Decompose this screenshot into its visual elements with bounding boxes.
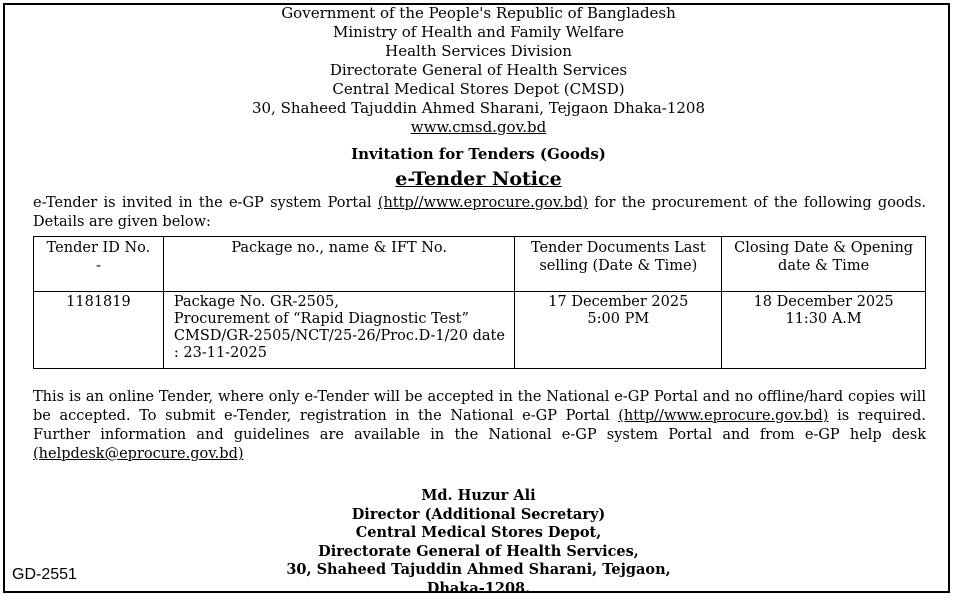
notice-title-wrap — [0, 168, 957, 190]
intro-text-before: e-Tender is invited in the e-GP system Portal — [33, 195, 378, 211]
header-package: Package no., name & IFT No. — [163, 237, 515, 292]
signatory-name: Md. Huzur Ali — [421, 487, 536, 504]
header-address: 30, Shaheed Tajuddin Ahmed Sharani, Tejgaon Dhaka-1208 — [251, 99, 706, 117]
tender-table — [33, 236, 926, 369]
signatory-city: Dhaka-1208. — [426, 579, 531, 597]
header-website-link[interactable]: www.cmsd.gov.bd — [410, 118, 547, 136]
notice-title: e-Tender Notice — [395, 168, 562, 190]
package-name: Procurement of “Rapid Diagnostic Test” — [173, 311, 469, 327]
signatory-org: Central Medical Stores Depot, — [355, 524, 602, 541]
table-header-row — [34, 237, 926, 292]
header-division: Health Services Division — [385, 42, 572, 60]
header-ministry: Ministry of Health and Family Welfare — [332, 23, 625, 41]
gd-code: GD-2551 — [12, 566, 77, 583]
closing-cell — [722, 292, 926, 369]
table-row — [34, 292, 926, 369]
header-government: Government of the People's Republic of Bangladesh — [281, 4, 676, 22]
intro-paragraph — [33, 194, 926, 232]
helpdesk-email-link[interactable]: (helpdesk@eprocure.gov.bd) — [33, 446, 244, 462]
header — [0, 4, 957, 137]
header-tender-id — [34, 237, 164, 292]
tender-id-cell: 1181819 — [34, 292, 164, 369]
signatory-directorate: Directorate General of Health Services, — [318, 542, 639, 560]
header-closing: Closing Date & Opening date & Time — [722, 237, 926, 292]
doc-selling-time: 5:00 PM — [587, 311, 650, 327]
header-tender-id-dash: - — [95, 258, 101, 274]
header-directorate: Directorate General of Health Services — [329, 61, 628, 79]
info-text-2: is required. Further information and guidelines are available in the National e-GP system Portal and from e-GP help desk — [33, 408, 926, 443]
signatory-address: 30, Shaheed Tajuddin Ahmed Sharani, Tejgaon, — [286, 561, 671, 578]
header-tender-id-label: Tender ID No. — [46, 240, 151, 256]
closing-time: 11:30 A.M — [785, 311, 862, 327]
closing-date: 18 December 2025 — [753, 294, 894, 310]
intro-text-after: for the procurement of the following goods. Details are given below: — [33, 195, 926, 230]
signatory-title: Director (Additional Secretary) — [351, 505, 606, 523]
invitation-title: Invitation for Tenders (Goods) — [351, 145, 606, 163]
header-depot: Central Medical Stores Depot (CMSD) — [332, 80, 625, 98]
package-number: Package No. GR-2505, — [173, 294, 339, 310]
info-paragraph — [33, 388, 926, 464]
info-text-1: This is an online Tender, where only e-Tender will be accepted in the National e-GP Portal and no offline/hard copies will be accepted. To submit e-Tender, registration in the National e-GP Portal — [33, 389, 926, 424]
eprocure-link-2[interactable]: (http//www.eprocure.gov.bd) — [618, 408, 829, 424]
eprocure-link[interactable]: (http//www.eprocure.gov.bd) — [377, 195, 589, 211]
documents-cell — [515, 292, 722, 369]
ift-number: CMSD/GR-2505/NCT/25-26/Proc.D-1/20 date : 23-11-2025 — [173, 328, 505, 361]
doc-selling-date: 17 December 2025 — [548, 294, 689, 310]
header-documents: Tender Documents Last selling (Date & Time) — [515, 237, 722, 292]
package-cell — [163, 292, 515, 369]
signature-block — [0, 487, 957, 598]
